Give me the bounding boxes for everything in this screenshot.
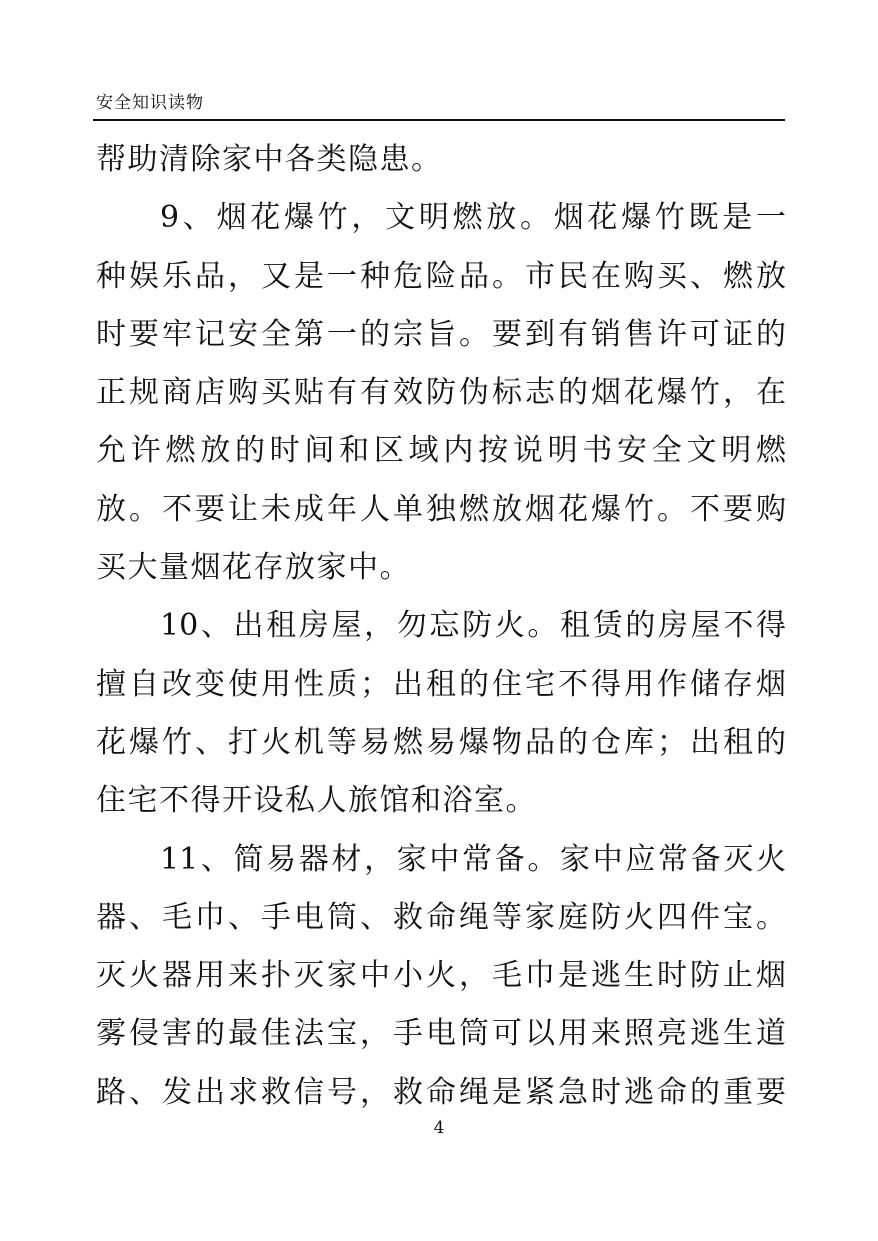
text-line: 买大量烟花存放家中。 <box>96 550 411 586</box>
text-line: 放。不要让未成年人单独燃放烟花爆竹。不要购 <box>96 491 786 527</box>
running-header-title: 安全知识读物 <box>96 93 204 113</box>
text-line: 时要牢记安全第一的宗旨。要到有销售许可证的 <box>96 316 786 352</box>
text-line: 灭火器用来扑灭家中小火，毛巾是逃生时防止烟 <box>96 958 786 994</box>
text-line: 帮助清除家中各类隐患。 <box>96 142 443 177</box>
text-line: 器、毛巾、手电筒、救命绳等家庭防火四件宝。 <box>96 899 786 935</box>
text-line: 允许燃放的时间和区域内按说明书安全文明燃 <box>96 433 786 469</box>
text-line: 住宅不得开设私人旅馆和浴室。 <box>96 783 537 819</box>
text-line: 正规商店购买贴有有效防伪标志的烟花爆竹，在 <box>96 375 786 411</box>
text-line: 雾侵害的最佳法宝，手电筒可以用来照亮逃生道 <box>96 1016 786 1052</box>
document-body <box>96 131 786 1122</box>
page-number: 4 <box>433 1118 445 1138</box>
header-divider <box>93 119 785 121</box>
text-line: 擅自改变使用性质；出租的住宅不得用作储存烟 <box>96 666 786 702</box>
text-line: 花爆竹、打火机等易燃易爆物品的仓库；出租的 <box>96 724 786 760</box>
text-line: 9、烟花爆竹，文明燃放。烟花爆竹既是一 <box>160 200 786 236</box>
text-line: 11、简易器材，家中常备。家中应常备灭火 <box>160 841 786 877</box>
text-line: 10、出租房屋，勿忘防火。租赁的房屋不得 <box>160 608 786 644</box>
text-line: 种娱乐品，又是一种危险品。市民在购买、燃放 <box>96 258 786 294</box>
text-line: 路、发出求救信号，救命绳是紧急时逃命的重要 <box>96 1074 786 1110</box>
